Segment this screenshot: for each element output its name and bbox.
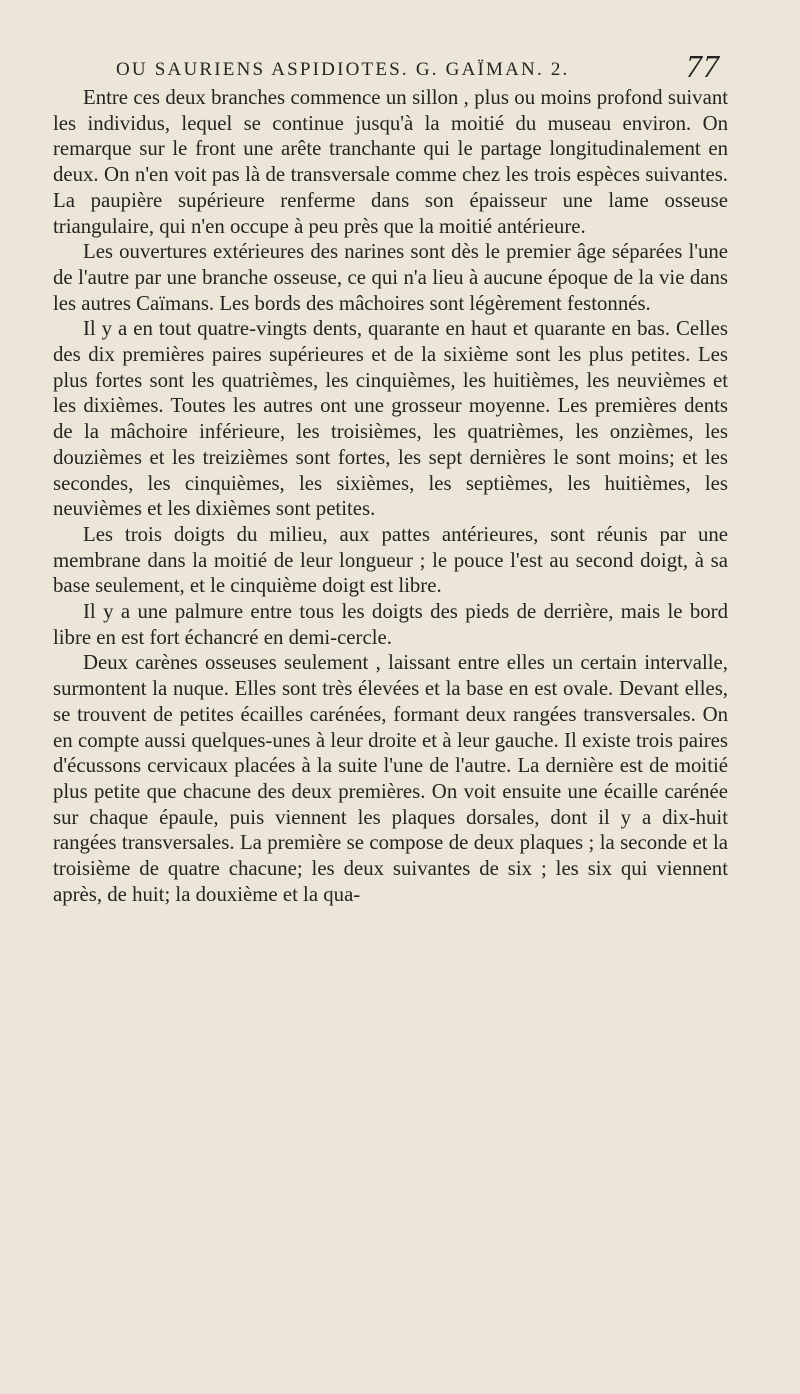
paragraph: Les trois doigts du milieu, aux pattes antérieures, sont réunis par une membrane dans la moitié de leur longueur ; le pouce l'est au second doigt, à sa base seulement, et le cinquième doigt est libre. <box>53 522 728 598</box>
body-text <box>53 85 728 908</box>
running-head: OU SAURIENS ASPIDIOTES. G. GAÏMAN. 2. <box>116 59 570 80</box>
paragraph: Deux carènes osseuses seulement , laissant entre elles un certain intervalle, surmontent la nuque. Elles sont très élevées et la base en est ovale. Devant elles, se trouvent de petites écailles carénées, formant deux rangées transversales. On en compte aussi quelques-unes à leur droite et à leur gauche. Il existe trois paires d'écussons cervicaux placées à la suite l'une de l'autre. La dernière est de moitié plus petite que chacune des deux premières. On voit ensuite une écaille carénée sur chaque épaule, puis viennent les plaques dorsales, dont il y a dix-huit rangées transversales. La première se compose de deux plaques ; la seconde et la troisième de quatre chacune; les deux suivantes de six ; les six qui viennent après, de huit; la douxième et la qua- <box>53 651 728 906</box>
paragraph: Il y a une palmure entre tous les doigts des pieds de derrière, mais le bord libre en est fort échancré en demi-cercle. <box>53 600 728 649</box>
page-number: 77 <box>686 48 720 84</box>
paragraph: Les ouvertures extérieures des narines sont dès le premier âge séparées l'une de l'autre par une branche osseuse, ce qui n'a lieu à aucune époque de la vie dans les autres Caïmans. Les bords des mâchoires sont légèrement festonnés. <box>53 240 728 315</box>
paragraph: Entre ces deux branches commence un sillon , plus ou moins profond suivant les individus, lequel se continue jusqu'à la moitié du museau environ. On remarque sur le front une arête tranchante qui le partage longitudinalement en deux. On n'en voit pas là de transversale comme chez les trois espèces suivantes. La paupière supérieure renferme dans son épaisseur une lame osseuse triangulaire, qui n'en occupe à peu près que la moitié antérieure. <box>53 86 728 238</box>
paragraph: Il y a en tout quatre-vingts dents, quarante en haut et quarante en bas. Celles des dix premières paires supérieures et de la sixième sont les plus petites. Les plus fortes sont les quatrièmes, les cinquièmes, les huitièmes, les neuvièmes et les dixièmes. Toutes les autres ont une grosseur moyenne. Les premières dents de la mâchoire inférieure, les troisièmes, les quatrièmes, les onzièmes, les douzièmes et les treizièmes sont fortes, les sept dernières le sont moins; et les secondes, les cinquièmes, les sixièmes, les septièmes, les huitièmes, les neuvièmes et les dixièmes sont petites. <box>53 317 728 521</box>
